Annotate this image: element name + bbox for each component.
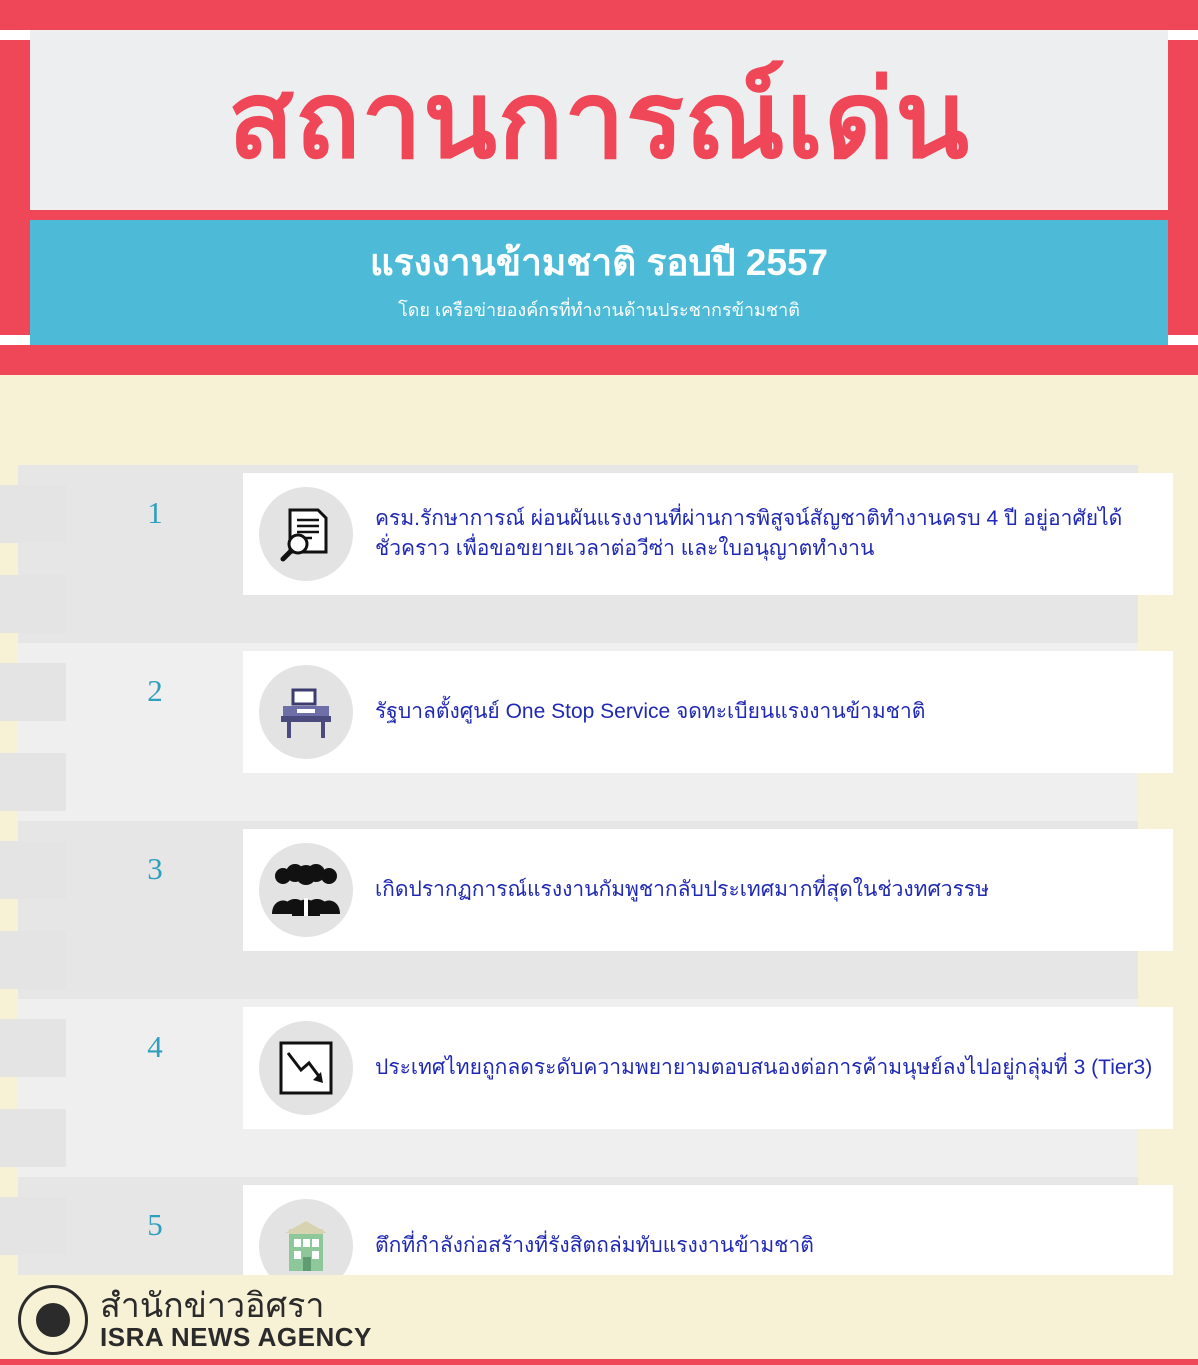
brand-thai: สำนักข่าวอิศรา bbox=[100, 1286, 325, 1325]
service-counter-desk-icon bbox=[259, 665, 353, 759]
header-banner bbox=[0, 0, 1198, 375]
header-content bbox=[30, 30, 1168, 345]
list-item bbox=[0, 821, 1198, 999]
downward-trend-chart-icon bbox=[259, 1021, 353, 1115]
page-credit: โดย เครือข่ายองค์กรที่ทำงานด้านประชากรข้ามชาติ bbox=[398, 300, 800, 321]
seal-inner bbox=[36, 1303, 70, 1337]
page-title: สถานการณ์เด่น bbox=[228, 59, 970, 181]
left-marker-bottom bbox=[0, 753, 66, 811]
brand-english: ISRA NEWS AGENCY bbox=[100, 1322, 372, 1353]
item-number: 3 bbox=[147, 851, 163, 886]
item-text: รัฐบาลตั้งศูนย์ One Stop Service จดทะเบียนแรงงานข้ามชาติ bbox=[375, 699, 926, 723]
page-subtitle: แรงงานข้ามชาติ รอบปี 2557 bbox=[369, 241, 829, 283]
frame-notch-bottom-left bbox=[0, 335, 30, 345]
brand-text bbox=[100, 1286, 372, 1353]
items-area bbox=[0, 375, 1198, 1275]
left-marker-bottom bbox=[0, 1109, 66, 1167]
item-card[interactable] bbox=[243, 651, 1173, 773]
item-card[interactable] bbox=[243, 829, 1173, 951]
frame-notch-top-right bbox=[1168, 30, 1198, 40]
isra-institute-seal-icon bbox=[18, 1285, 88, 1355]
group-of-people-icon bbox=[259, 843, 353, 937]
item-card[interactable] bbox=[243, 1007, 1173, 1129]
items-list bbox=[0, 465, 1198, 1355]
item-number: 5 bbox=[147, 1207, 163, 1242]
item-number: 4 bbox=[147, 1029, 163, 1064]
title-plate bbox=[30, 30, 1168, 210]
item-number: 2 bbox=[147, 673, 163, 708]
left-marker-top bbox=[0, 663, 66, 721]
item-text: เกิดปรากฏการณ์แรงงานกัมพูชากลับประเทศมากที่สุดในช่วงทศวรรษ bbox=[375, 877, 990, 901]
item-text: ประเทศไทยถูกลดระดับความพยายามตอบสนองต่อการค้ามนุษย์ลงไปอยู่กลุ่มที่ 3 (Tier3) bbox=[375, 1055, 1153, 1079]
left-marker-bottom bbox=[0, 575, 66, 633]
left-marker-top bbox=[0, 1019, 66, 1077]
frame-notch-bottom-right bbox=[1168, 335, 1198, 345]
list-item bbox=[0, 643, 1198, 821]
bottom-stripe bbox=[0, 1359, 1198, 1365]
subtitle-band bbox=[30, 220, 1168, 345]
item-text: ตึกที่กำลังก่อสร้างที่รังสิตถล่มทับแรงงานข้ามชาติ bbox=[375, 1233, 814, 1257]
document-magnifier-icon bbox=[259, 487, 353, 581]
item-card[interactable] bbox=[243, 473, 1173, 595]
footer bbox=[0, 1275, 1198, 1365]
left-marker-bottom bbox=[0, 931, 66, 989]
left-marker-top bbox=[0, 485, 66, 543]
list-item bbox=[0, 999, 1198, 1177]
item-text: ครม.รักษาการณ์ ผ่อนผันแรงงานที่ผ่านการพิสูจน์สัญชาติทำงานครบ 4 ปี อยู่อาศัยได้ชั่วคราว เพื่อขอขยายเวลาต่อวีซ่า และใบอนุญาตทำงาน bbox=[375, 506, 1123, 560]
list-item bbox=[0, 465, 1198, 643]
item-number: 1 bbox=[147, 495, 163, 530]
left-marker-top bbox=[0, 1197, 66, 1255]
frame-notch-top-left bbox=[0, 30, 30, 40]
left-marker-top bbox=[0, 841, 66, 899]
